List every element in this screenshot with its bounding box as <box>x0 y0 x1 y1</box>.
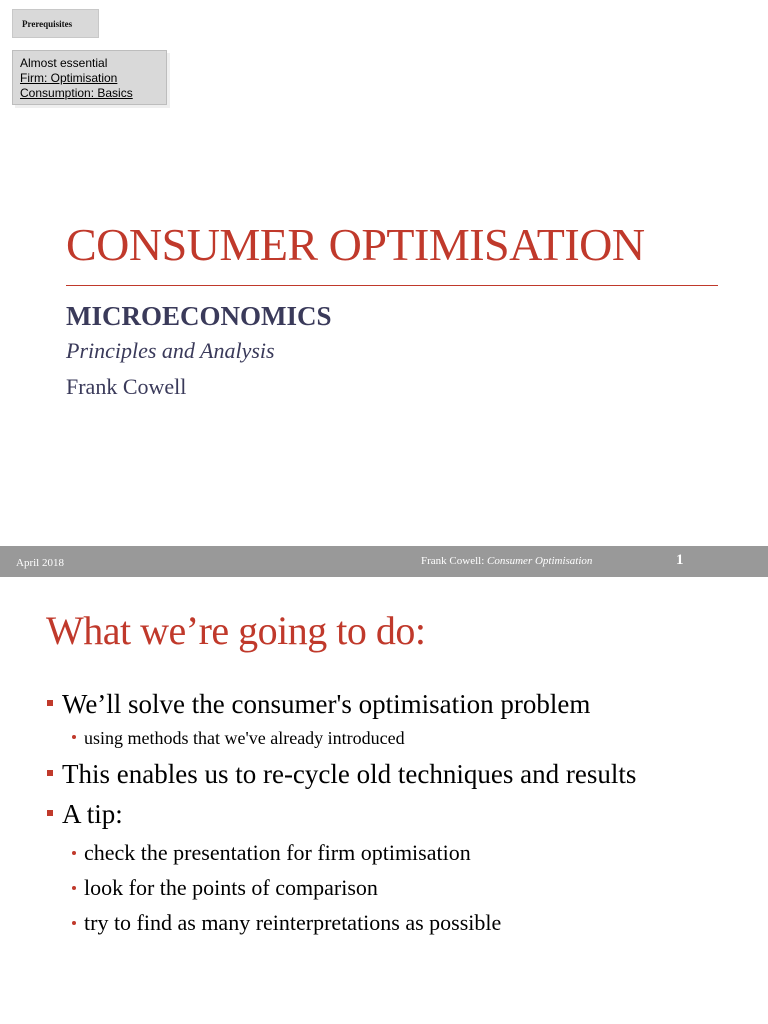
course-subtitle: MICROECONOMICS <box>66 301 332 331</box>
content-slide <box>0 577 768 1024</box>
sub-bullet-item: using methods that we've already introduced <box>46 725 636 751</box>
bullet-item: We’ll solve the consumer's optimisation problem <box>46 687 636 721</box>
prerequisites-tab[interactable] <box>12 9 99 38</box>
prerequisites-label: Prerequisites <box>22 19 73 29</box>
prerequisites-heading: Almost essential <box>20 56 108 70</box>
prerequisites-box <box>12 50 167 105</box>
prereq-link-firm-optimisation[interactable]: Firm: Optimisation <box>20 71 118 85</box>
sub-bullet-item: look for the points of comparison <box>46 874 636 902</box>
slide-title: CONSUMER OPTIMISATION <box>66 219 645 270</box>
bullet-list <box>46 687 636 937</box>
footer-author: Frank Cowell: <box>421 555 485 567</box>
sub-bullet-item: try to find as many reinterpretations as possible <box>46 909 636 937</box>
author-name: Frank Cowell <box>66 374 187 399</box>
sub-bullet-item: check the presentation for firm optimisation <box>46 839 636 867</box>
slide-heading: What we’re going to do: <box>46 608 426 653</box>
footer-credit <box>421 555 592 567</box>
slide-footer <box>0 546 768 577</box>
prereq-link-consumption-basics[interactable]: Consumption: Basics <box>20 86 133 100</box>
bullet-item: A tip: <box>46 797 636 831</box>
footer-topic: Consumer Optimisation <box>487 555 593 567</box>
page-number: 1 <box>676 552 684 568</box>
course-subtitle-italic: Principles and Analysis <box>66 338 275 363</box>
bullet-item: This enables us to re-cycle old techniques and results <box>46 757 636 791</box>
title-divider <box>66 285 718 286</box>
footer-date: April 2018 <box>16 557 64 569</box>
